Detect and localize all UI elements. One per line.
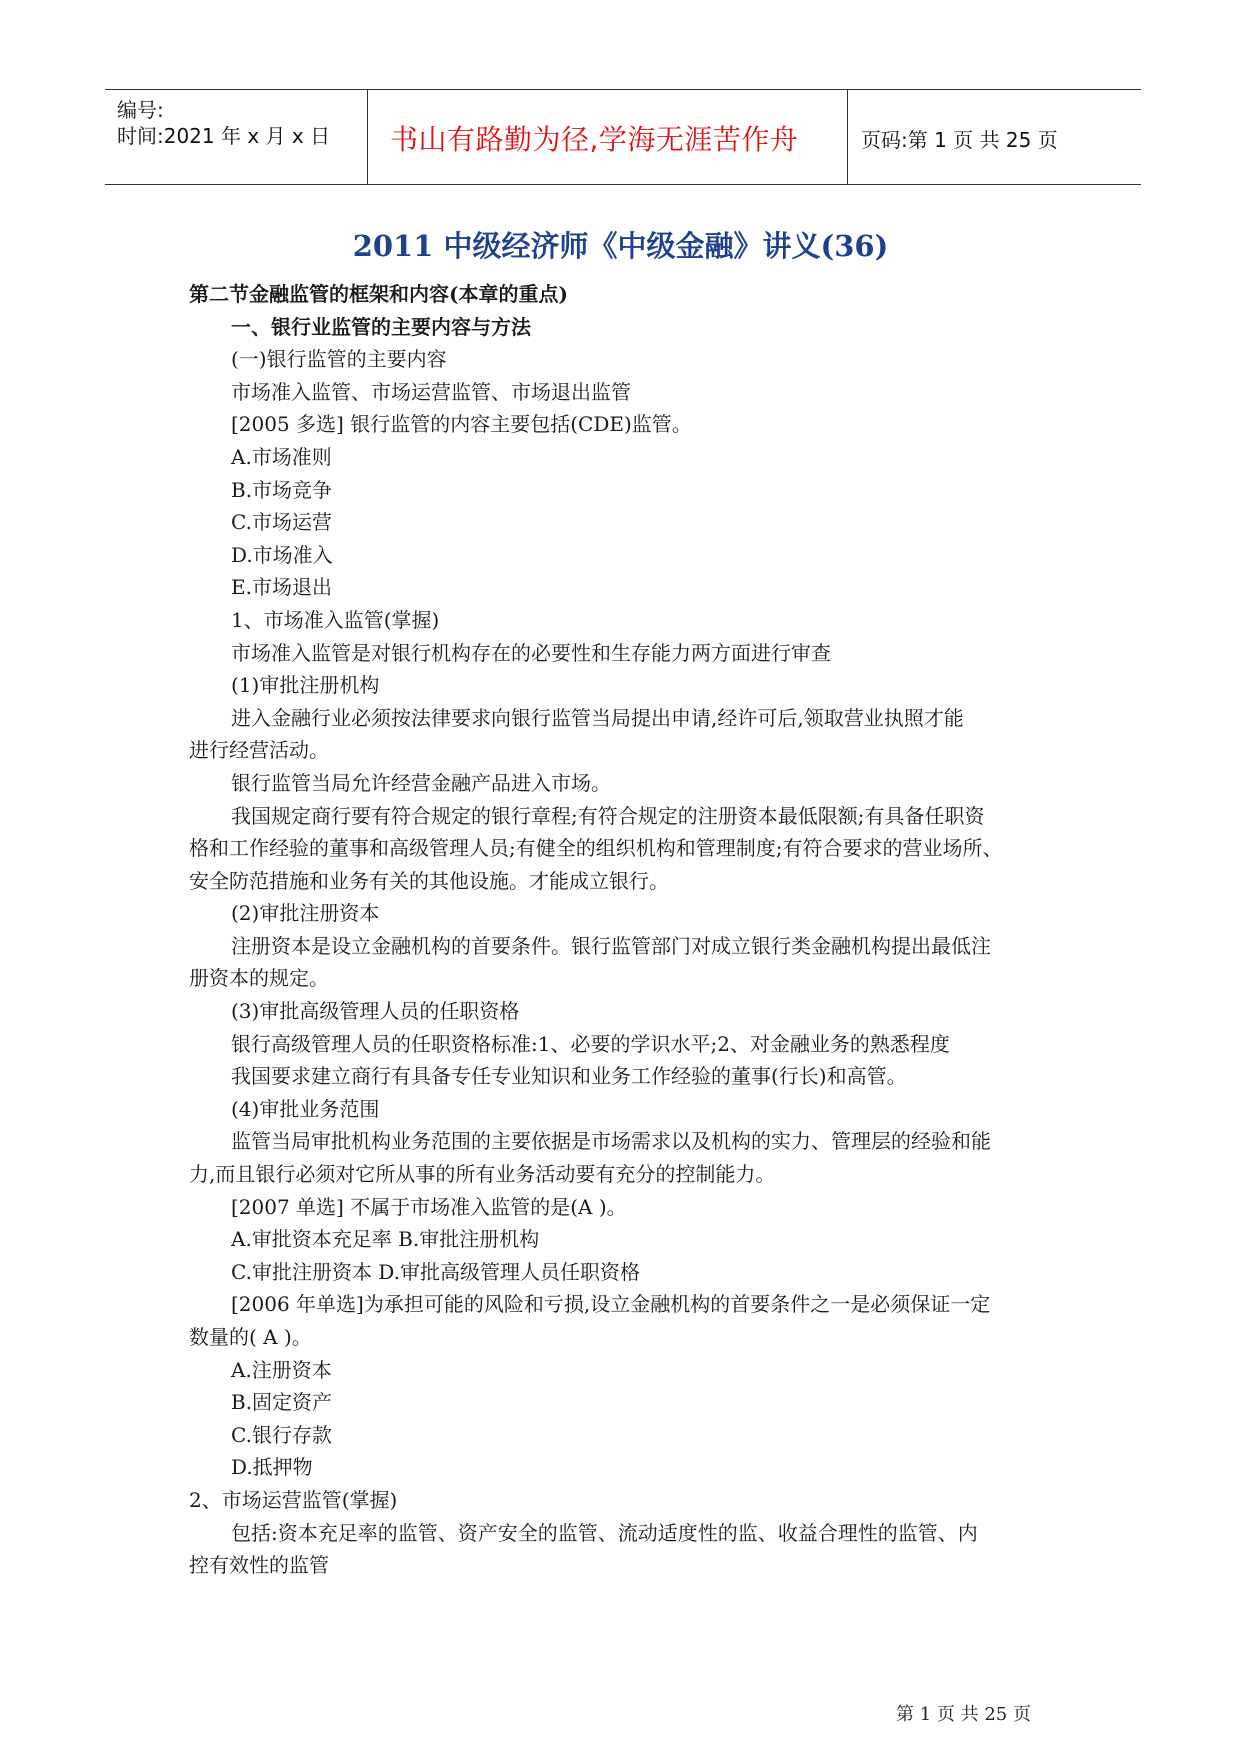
body-paragraph: 格和工作经验的董事和高级管理人员;有健全的组织机构和管理制度;有符合要求的营业场所、 — [189, 836, 1003, 861]
body-paragraph: 我国规定商行要有符合规定的银行章程;有符合规定的注册资本最低限额;有具备任职资 — [231, 803, 985, 828]
body-paragraph: C.银行存款 — [231, 1422, 332, 1447]
body-paragraph: 银行高级管理人员的任职资格标准:1、必要的学识水平;2、对金融业务的熟悉程度 — [231, 1031, 950, 1056]
body-paragraph: (2)审批注册资本 — [231, 901, 380, 926]
body-paragraph: (一)银行监管的主要内容 — [231, 347, 447, 372]
body-paragraph: 市场准入监管、市场运营监管、市场退出监管 — [231, 379, 631, 404]
body-paragraph: E.市场退出 — [231, 575, 332, 600]
header-motto-cell — [368, 90, 848, 184]
body-paragraph: 进行经营活动。 — [189, 738, 329, 763]
body-paragraph: (4)审批业务范围 — [231, 1096, 380, 1121]
body-paragraph: D.抵押物 — [231, 1455, 313, 1480]
body-paragraph: C.审批注册资本 D.审批高级管理人员任职资格 — [231, 1259, 640, 1284]
body-paragraph: B.固定资产 — [231, 1390, 333, 1415]
header-page-cell — [848, 90, 1141, 184]
body-paragraph: (3)审批高级管理人员的任职资格 — [231, 999, 520, 1024]
body-paragraph: 银行监管当局允许经营金融产品进入市场。 — [231, 770, 611, 795]
body-paragraph: 数量的( A )。 — [189, 1325, 312, 1349]
body-paragraph: C.市场运营 — [231, 510, 332, 535]
document-header — [105, 89, 1141, 185]
header-number-label: 编号: — [117, 98, 164, 122]
body-paragraph: 册资本的规定。 — [189, 966, 329, 991]
body-paragraph: A.市场准则 — [231, 444, 332, 469]
body-paragraph: 1、市场准入监管(掌握) — [231, 607, 440, 632]
body-paragraph: B.市场竞争 — [231, 477, 333, 502]
body-paragraph: (1)审批注册机构 — [231, 673, 380, 698]
body-paragraph: 监管当局审批机构业务范围的主要依据是市场需求以及机构的实力、管理层的经验和能 — [231, 1129, 991, 1154]
body-paragraph: 注册资本是设立金融机构的首要条件。银行监管部门对成立银行类金融机构提出最低注 — [231, 933, 991, 958]
document-title: 2011 中级经济师《中级金融》讲义(36) — [352, 229, 889, 263]
document-body — [189, 278, 1059, 1582]
body-paragraph: [2007 单选] 不属于市场准入监管的是(A )。 — [231, 1194, 627, 1219]
body-paragraph: 力,而且银行必须对它所从事的所有业务活动要有充分的控制能力。 — [189, 1162, 776, 1187]
body-paragraph: 2、市场运营监管(掌握) — [189, 1487, 398, 1512]
body-paragraph: A.注册资本 — [231, 1357, 332, 1382]
body-paragraph: 一、银行业监管的主要内容与方法 — [231, 314, 531, 339]
body-paragraph: A.审批资本充足率 B.审批注册机构 — [231, 1227, 540, 1252]
body-paragraph: 第二节金融监管的框架和内容(本章的重点) — [189, 282, 568, 306]
body-paragraph: 包括:资本充足率的监管、资产安全的监管、流动适度性的监、收益合理性的监管、内 — [231, 1520, 978, 1545]
body-paragraph: 我国要求建立商行有具备专任专业知识和业务工作经验的董事(行长)和高管。 — [231, 1064, 907, 1089]
page-footer: 第 1 页 共 25 页 — [896, 1704, 1031, 1725]
body-paragraph: [2005 多选] 银行监管的内容主要包括(CDE)监管。 — [231, 412, 692, 437]
body-paragraph: D.市场准入 — [231, 542, 333, 567]
body-paragraph: 市场准入监管是对银行机构存在的必要性和生存能力两方面进行审查 — [231, 640, 831, 665]
body-paragraph: 控有效性的监管 — [189, 1553, 329, 1578]
body-paragraph: [2006 年单选]为承担可能的风险和亏损,设立金融机构的首要条件之一是必须保证一定 — [231, 1292, 991, 1317]
header-meta-cell — [105, 90, 368, 184]
header-motto: 书山有路勤为径,学海无涯苦作舟 — [390, 123, 799, 156]
header-page-label: 页码:第 1 页 共 25 页 — [861, 128, 1058, 152]
body-paragraph: 安全防范措施和业务有关的其他设施。才能成立银行。 — [189, 868, 669, 893]
body-paragraph: 进入金融行业必须按法律要求向银行监管当局提出申请,经许可后,领取营业执照才能 — [231, 705, 964, 730]
header-time-label: 时间:2021 年 x 月 x 日 — [117, 124, 331, 148]
